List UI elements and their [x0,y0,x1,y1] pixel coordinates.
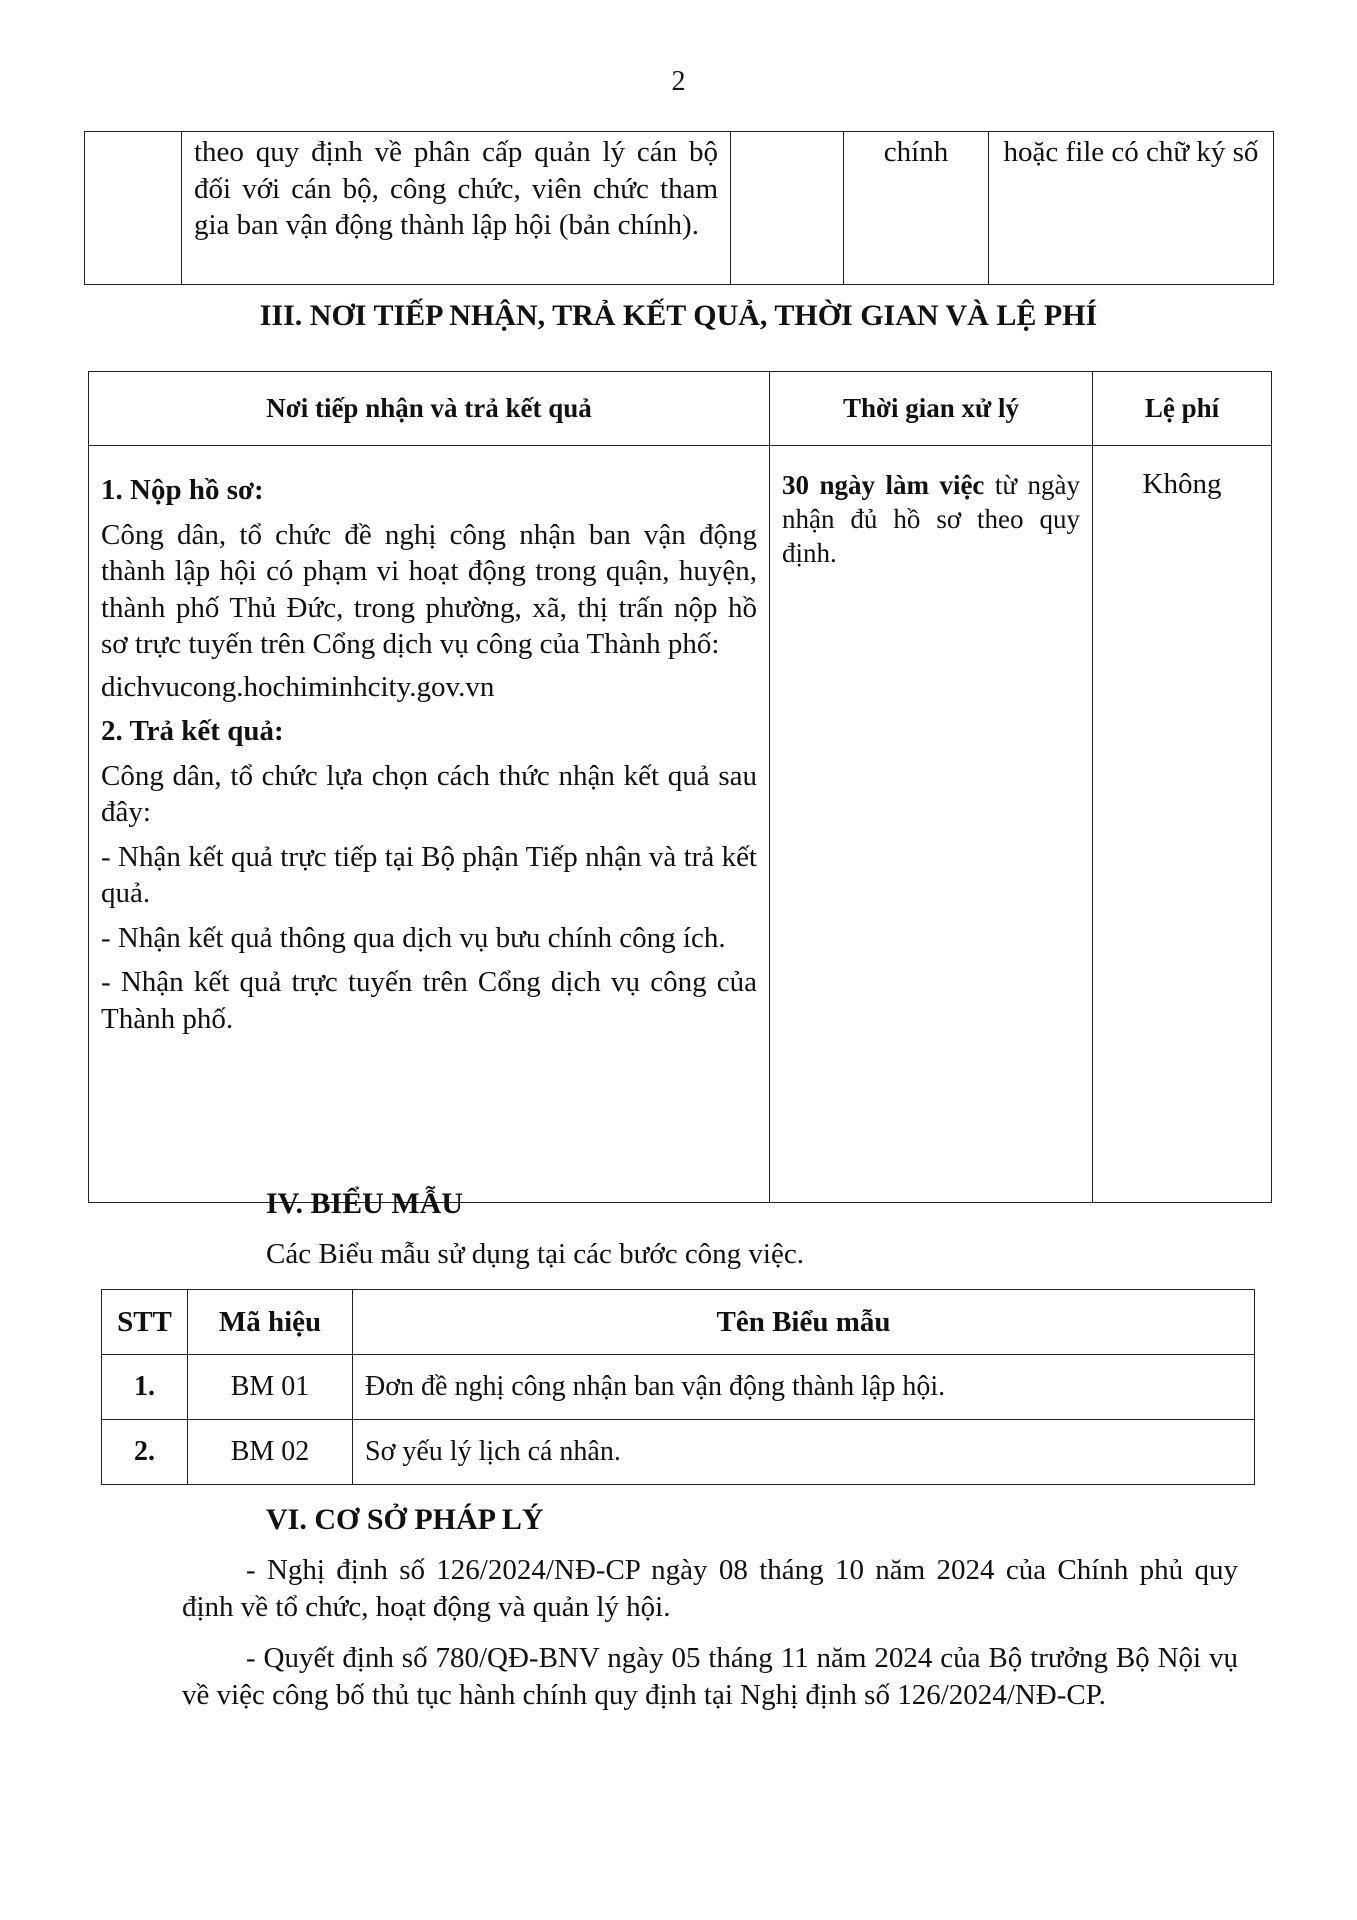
header-time: Thời gian xử lý [770,372,1093,446]
header-fee: Lệ phí [1093,372,1272,446]
row-code: BM 01 [188,1355,353,1420]
prev-docs-table [84,131,1274,285]
submit-url: dichvucong.hochiminhcity.gov.vn [101,670,495,703]
page-number: 2 [671,66,686,97]
place-cell [89,446,770,1203]
section4-intro: Các Biểu mẫu sử dụng tại các bước công việc. [266,1238,804,1270]
time-bold: 30 ngày làm việc [782,470,985,500]
row-code: BM 02 [188,1420,353,1485]
table-cell-type: chính [844,132,989,285]
table-cell-document: theo quy định về phân cấp quản lý cán bộ đối với cán bộ, công chức, viên chức tham gia ban vận động thành lập hội (bản chính). [182,132,731,285]
section3-heading: III. NƠI TIẾP NHẬN, TRẢ KẾT QUẢ, THỜI GIAN VÀ LỆ PHÍ [259,299,1098,332]
header-stt: STT [102,1290,188,1355]
forms-table [101,1289,1255,1485]
header-place: Nơi tiếp nhận và trả kết quả [89,372,770,446]
table-header-row [89,372,1272,446]
section6-heading: VI. CƠ SỞ PHÁP LÝ [266,1503,544,1536]
row-name: Đơn đề nghị công nhận ban vận động thành lập hội. [353,1355,1255,1420]
submit-title: 1. Nộp hồ sơ: [101,474,264,506]
row-stt: 1. [102,1355,188,1420]
section4-heading: IV. BIỂU MẪU [266,1187,463,1220]
return-intro: Công dân, tổ chức lựa chọn cách thức nhận kết quả sau đây: [101,759,757,829]
table-header-row [102,1290,1255,1355]
table-cell-empty [731,132,844,285]
return-item: - Nhận kết quả trực tuyến trên Cổng dịch vụ công của Thành phố. [101,966,757,1035]
return-item: - Nhận kết quả trực tiếp tại Bộ phận Tiếp nhận và trả kết quả. [101,840,757,910]
header-code: Mã hiệu [188,1290,353,1355]
row-stt: 2. [102,1420,188,1485]
table-row [85,132,1274,285]
table-cell-empty [85,132,182,285]
legal-item: - Quyết định số 780/QĐ-BNV ngày 05 tháng 11 năm 2024 của Bộ trưởng Bộ Nội vụ về việc công bố thủ tục hành chính quy định tại Nghị định số 126/2024/NĐ-CP. [182,1642,1238,1711]
header-name: Tên Biểu mẫu [353,1290,1255,1355]
legal-item: - Nghị định số 126/2024/NĐ-CP ngày 08 tháng 10 năm 2024 của Chính phủ quy định về tổ chức, hoạt động và quản lý hội. [182,1554,1238,1623]
time-cell [770,446,1093,1203]
table-row [102,1355,1255,1420]
table-row [102,1420,1255,1485]
reception-table [88,371,1272,1203]
return-title: 2. Trả kết quả: [101,715,284,748]
table-cell-form: hoặc file có chữ ký số [989,132,1274,285]
time-rest: từ ngày nhận đủ hồ sơ theo quy định. [782,470,1080,569]
submit-text: Công dân, tổ chức đề nghị công nhận ban vận động thành lập hội có phạm vi hoạt động trong quận, huyện, thành phố Thủ Đức, trong phường, xã, thị trấn nộp hồ sơ trực tuyến trên Cổng dịch vụ công của Thành phố: [101,518,757,661]
table-row [89,446,1272,1203]
fee-cell: Không [1093,446,1272,1203]
row-name: Sơ yếu lý lịch cá nhân. [353,1420,1255,1485]
return-item: - Nhận kết quả thông qua dịch vụ bưu chính công ích. [101,921,726,954]
